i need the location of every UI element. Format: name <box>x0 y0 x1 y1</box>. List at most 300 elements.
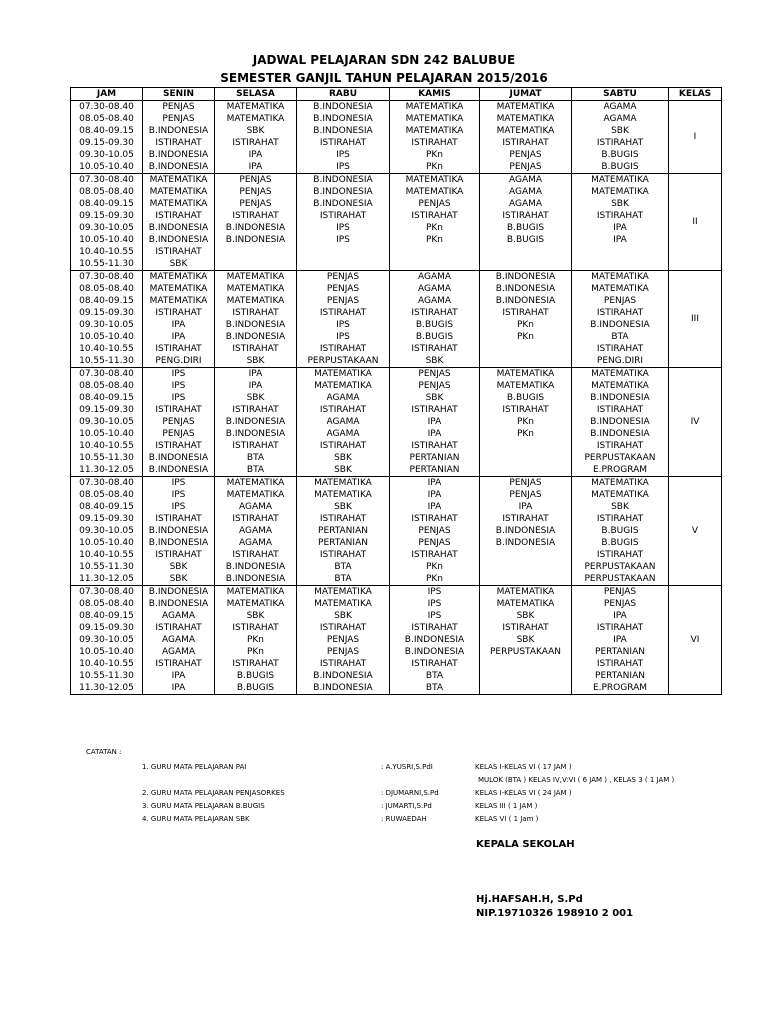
subject-cell-kamis: AGAMA <box>390 271 480 284</box>
subject-cell-kamis: PKn <box>390 149 480 161</box>
table-row <box>71 452 722 464</box>
subject-cell-jumat: PKn <box>480 331 572 343</box>
table-row <box>71 501 722 513</box>
table-row <box>71 428 722 440</box>
subject-cell-rabu: ISTIRAHAT <box>297 440 390 452</box>
table-row <box>71 380 722 392</box>
subject-cell-selasa: ISTIRAHAT <box>215 343 297 355</box>
subject-cell-rabu: SBK <box>297 464 390 477</box>
subject-cell-senin: PENG.DIRI <box>143 355 215 368</box>
subject-cell-kamis: IPS <box>390 610 480 622</box>
subject-cell-kamis <box>390 258 480 271</box>
subject-cell-selasa: ISTIRAHAT <box>215 137 297 149</box>
subject-cell-jumat <box>480 355 572 368</box>
table-row <box>71 113 722 125</box>
kelas-cell: V <box>669 477 722 586</box>
note-name: : JUMARTI,S.Pd <box>381 802 432 810</box>
subject-cell-sabtu: ISTIRAHAT <box>572 440 669 452</box>
subject-cell-selasa: MATEMATIKA <box>215 271 297 284</box>
subject-cell-rabu: MATEMATIKA <box>297 598 390 610</box>
subject-cell-sabtu: B.BUGIS <box>572 537 669 549</box>
subject-cell-selasa: B.INDONESIA <box>215 416 297 428</box>
subject-cell-jumat <box>480 464 572 477</box>
subject-cell-rabu: PENJAS <box>297 283 390 295</box>
header-jumat: JUMAT <box>480 88 572 101</box>
subject-cell-senin: ISTIRAHAT <box>143 513 215 525</box>
schedule-table <box>70 87 722 695</box>
subject-cell-kamis: B.INDONESIA <box>390 646 480 658</box>
subject-cell-sabtu: IPA <box>572 222 669 234</box>
note-detail: KELAS III ( 1 JAM ) <box>475 802 538 810</box>
subject-cell-jumat: PKn <box>480 416 572 428</box>
subject-cell-sabtu: BTA <box>572 331 669 343</box>
subject-cell-sabtu: B.INDONESIA <box>572 319 669 331</box>
subject-cell-kamis: MATEMATIKA <box>390 101 480 114</box>
subject-cell-jumat: SBK <box>480 610 572 622</box>
subject-cell-jumat: ISTIRAHAT <box>480 404 572 416</box>
header-jam: JAM <box>71 88 143 101</box>
table-row <box>71 464 722 477</box>
header-kamis: KAMIS <box>390 88 480 101</box>
subject-cell-kamis: ISTIRAHAT <box>390 307 480 319</box>
subject-cell-senin: AGAMA <box>143 634 215 646</box>
subject-cell-senin: IPS <box>143 489 215 501</box>
subject-cell-selasa <box>215 258 297 271</box>
table-row <box>71 634 722 646</box>
time-cell: 10.55-11.30 <box>71 452 143 464</box>
subject-cell-selasa: B.INDONESIA <box>215 428 297 440</box>
subject-cell-kamis: PENJAS <box>390 525 480 537</box>
subject-cell-senin: ISTIRAHAT <box>143 622 215 634</box>
table-row <box>71 186 722 198</box>
subject-cell-jumat <box>480 246 572 258</box>
subject-cell-jumat: ISTIRAHAT <box>480 210 572 222</box>
subject-cell-selasa: ISTIRAHAT <box>215 658 297 670</box>
subject-cell-rabu: IPS <box>297 222 390 234</box>
subject-cell-selasa: B.INDONESIA <box>215 573 297 586</box>
subject-cell-selasa: MATEMATIKA <box>215 283 297 295</box>
subject-cell-selasa: ISTIRAHAT <box>215 307 297 319</box>
subject-cell-kamis: MATEMATIKA <box>390 113 480 125</box>
subject-cell-rabu: IPS <box>297 149 390 161</box>
subject-cell-kamis: B.INDONESIA <box>390 634 480 646</box>
subject-cell-selasa: BTA <box>215 452 297 464</box>
header-selasa: SELASA <box>215 88 297 101</box>
time-cell: 08.05-08.40 <box>71 283 143 295</box>
kelas-cell: VI <box>669 586 722 695</box>
subject-cell-selasa: MATEMATIKA <box>215 489 297 501</box>
subject-cell-selasa: ISTIRAHAT <box>215 210 297 222</box>
subject-cell-kamis: PKn <box>390 561 480 573</box>
subject-cell-jumat: PENJAS <box>480 477 572 490</box>
time-cell: 08.40-09.15 <box>71 501 143 513</box>
table-row <box>71 222 722 234</box>
time-cell: 10.55-11.30 <box>71 670 143 682</box>
subject-cell-kamis: IPA <box>390 501 480 513</box>
subject-cell-senin: SBK <box>143 258 215 271</box>
time-cell: 10.40-10.55 <box>71 440 143 452</box>
subject-cell-selasa: ISTIRAHAT <box>215 404 297 416</box>
subject-cell-sabtu: E.PROGRAM <box>572 682 669 695</box>
table-row <box>71 598 722 610</box>
time-cell: 08.40-09.15 <box>71 610 143 622</box>
subject-cell-jumat: B.INDONESIA <box>480 271 572 284</box>
time-cell: 10.55-11.30 <box>71 355 143 368</box>
time-cell: 09.15-09.30 <box>71 307 143 319</box>
time-cell: 10.05-10.40 <box>71 537 143 549</box>
subject-cell-jumat <box>480 549 572 561</box>
subject-cell-sabtu: ISTIRAHAT <box>572 622 669 634</box>
time-cell: 08.40-09.15 <box>71 295 143 307</box>
subject-cell-selasa: B.INDONESIA <box>215 331 297 343</box>
header-sabtu: SABTU <box>572 88 669 101</box>
table-row <box>71 404 722 416</box>
note-name: : RUWAEDAH <box>381 815 427 823</box>
subject-cell-sabtu: MATEMATIKA <box>572 174 669 187</box>
subject-cell-rabu: ISTIRAHAT <box>297 622 390 634</box>
kelas-cell: II <box>669 174 722 271</box>
table-row <box>71 682 722 695</box>
subject-cell-rabu: PENJAS <box>297 271 390 284</box>
table-row <box>71 137 722 149</box>
time-cell: 10.55-11.30 <box>71 258 143 271</box>
subject-cell-sabtu: ISTIRAHAT <box>572 210 669 222</box>
time-cell: 10.40-10.55 <box>71 343 143 355</box>
subject-cell-selasa: MATEMATIKA <box>215 113 297 125</box>
subject-cell-senin: ISTIRAHAT <box>143 549 215 561</box>
subject-cell-sabtu: B.BUGIS <box>572 149 669 161</box>
subject-cell-rabu: PERPUSTAKAAN <box>297 355 390 368</box>
signature-nip: NIP.19710326 198910 2 001 <box>476 908 634 919</box>
time-cell: 10.05-10.40 <box>71 331 143 343</box>
time-cell: 10.40-10.55 <box>71 658 143 670</box>
subject-cell-rabu <box>297 246 390 258</box>
subject-cell-senin: IPA <box>143 682 215 695</box>
subject-cell-sabtu: B.INDONESIA <box>572 428 669 440</box>
subject-cell-jumat: B.INDONESIA <box>480 295 572 307</box>
subject-cell-sabtu: PENJAS <box>572 586 669 599</box>
kelas-cell: III <box>669 271 722 368</box>
subject-cell-senin: AGAMA <box>143 610 215 622</box>
table-row <box>71 234 722 246</box>
time-cell: 09.15-09.30 <box>71 210 143 222</box>
subject-cell-rabu: ISTIRAHAT <box>297 137 390 149</box>
subject-cell-sabtu: PERTANIAN <box>572 646 669 658</box>
subject-cell-selasa: SBK <box>215 355 297 368</box>
table-row <box>71 355 722 368</box>
subject-cell-sabtu: MATEMATIKA <box>572 380 669 392</box>
subject-cell-kamis <box>390 246 480 258</box>
subject-cell-kamis: ISTIRAHAT <box>390 210 480 222</box>
subject-cell-selasa: MATEMATIKA <box>215 598 297 610</box>
subject-cell-selasa: IPA <box>215 161 297 174</box>
subject-cell-jumat: MATEMATIKA <box>480 368 572 381</box>
subject-cell-senin: B.INDONESIA <box>143 464 215 477</box>
table-row <box>71 319 722 331</box>
subject-cell-kamis: AGAMA <box>390 283 480 295</box>
subject-cell-senin: ISTIRAHAT <box>143 210 215 222</box>
subject-cell-senin: ISTIRAHAT <box>143 307 215 319</box>
subject-cell-rabu: SBK <box>297 452 390 464</box>
subject-cell-jumat: B.INDONESIA <box>480 525 572 537</box>
time-cell: 11.30-12.05 <box>71 464 143 477</box>
subject-cell-jumat: MATEMATIKA <box>480 101 572 114</box>
table-row <box>71 416 722 428</box>
subject-cell-selasa: PKn <box>215 634 297 646</box>
subject-cell-sabtu: MATEMATIKA <box>572 283 669 295</box>
subject-cell-kamis: PENJAS <box>390 198 480 210</box>
subject-cell-rabu: BTA <box>297 573 390 586</box>
subject-cell-kamis: PERTANIAN <box>390 464 480 477</box>
subject-cell-sabtu: B.BUGIS <box>572 161 669 174</box>
time-cell: 11.30-12.05 <box>71 682 143 695</box>
subject-cell-rabu: PERTANIAN <box>297 537 390 549</box>
kelas-cell: I <box>669 101 722 174</box>
subject-cell-rabu: ISTIRAHAT <box>297 343 390 355</box>
table-row <box>71 573 722 586</box>
time-cell: 10.05-10.40 <box>71 646 143 658</box>
time-cell: 07.30-08.40 <box>71 477 143 490</box>
table-row <box>71 489 722 501</box>
subject-cell-rabu: AGAMA <box>297 416 390 428</box>
subject-cell-senin: IPA <box>143 670 215 682</box>
subject-cell-senin: B.INDONESIA <box>143 222 215 234</box>
subject-cell-kamis: MATEMATIKA <box>390 125 480 137</box>
subject-cell-jumat: MATEMATIKA <box>480 380 572 392</box>
subject-cell-rabu: ISTIRAHAT <box>297 513 390 525</box>
subject-cell-selasa: B.INDONESIA <box>215 222 297 234</box>
subject-cell-sabtu: AGAMA <box>572 113 669 125</box>
subject-cell-rabu: MATEMATIKA <box>297 368 390 381</box>
subject-cell-jumat: PERPUSTAKAAN <box>480 646 572 658</box>
subject-cell-kamis: PENJAS <box>390 368 480 381</box>
header-row <box>71 88 722 101</box>
subject-cell-senin: PENJAS <box>143 416 215 428</box>
table-row <box>71 161 722 174</box>
subject-cell-rabu: AGAMA <box>297 392 390 404</box>
subject-cell-rabu: MATEMATIKA <box>297 477 390 490</box>
subject-cell-rabu: IPS <box>297 161 390 174</box>
table-row <box>71 174 722 187</box>
subject-cell-jumat: MATEMATIKA <box>480 113 572 125</box>
time-cell: 10.55-11.30 <box>71 561 143 573</box>
subject-cell-selasa: MATEMATIKA <box>215 101 297 114</box>
subject-cell-rabu: SBK <box>297 501 390 513</box>
subject-cell-kamis: ISTIRAHAT <box>390 513 480 525</box>
subject-cell-jumat: PENJAS <box>480 161 572 174</box>
time-cell: 07.30-08.40 <box>71 368 143 381</box>
table-row <box>71 513 722 525</box>
time-cell: 08.05-08.40 <box>71 489 143 501</box>
subject-cell-rabu: IPS <box>297 331 390 343</box>
subject-cell-rabu: PENJAS <box>297 295 390 307</box>
subject-cell-sabtu: E.PROGRAM <box>572 464 669 477</box>
time-cell: 10.05-10.40 <box>71 234 143 246</box>
table-row <box>71 525 722 537</box>
time-cell: 09.15-09.30 <box>71 137 143 149</box>
subject-cell-senin: ISTIRAHAT <box>143 137 215 149</box>
subject-cell-kamis: ISTIRAHAT <box>390 404 480 416</box>
subject-cell-rabu: B.INDONESIA <box>297 125 390 137</box>
table-row <box>71 198 722 210</box>
subject-cell-kamis: ISTIRAHAT <box>390 137 480 149</box>
table-row <box>71 610 722 622</box>
subject-cell-jumat <box>480 682 572 695</box>
subject-cell-kamis: IPS <box>390 598 480 610</box>
subject-cell-senin: B.INDONESIA <box>143 234 215 246</box>
note-teacher: 2. GURU MATA PELAJARAN PENJASORKES <box>142 789 285 797</box>
note-detail: KELAS I-KELAS VI ( 17 JAM ) <box>475 763 572 771</box>
subject-cell-senin: AGAMA <box>143 646 215 658</box>
subject-cell-kamis: PKn <box>390 234 480 246</box>
subject-cell-jumat: SBK <box>480 634 572 646</box>
subject-cell-sabtu: PERTANIAN <box>572 670 669 682</box>
subject-cell-senin: MATEMATIKA <box>143 295 215 307</box>
subject-cell-rabu: ISTIRAHAT <box>297 658 390 670</box>
table-row <box>71 246 722 258</box>
subject-cell-sabtu: IPA <box>572 634 669 646</box>
subject-cell-rabu: B.INDONESIA <box>297 113 390 125</box>
subject-cell-kamis: SBK <box>390 392 480 404</box>
subject-cell-selasa: B.BUGIS <box>215 670 297 682</box>
subject-cell-senin: SBK <box>143 561 215 573</box>
subject-cell-rabu: ISTIRAHAT <box>297 210 390 222</box>
table-row <box>71 646 722 658</box>
subject-cell-selasa: PENJAS <box>215 186 297 198</box>
subject-cell-jumat: PENJAS <box>480 149 572 161</box>
subject-cell-rabu: B.INDONESIA <box>297 174 390 187</box>
subject-cell-jumat: PKn <box>480 319 572 331</box>
subject-cell-jumat: B.INDONESIA <box>480 537 572 549</box>
time-cell: 07.30-08.40 <box>71 174 143 187</box>
subject-cell-sabtu: B.BUGIS <box>572 525 669 537</box>
subject-cell-jumat: MATEMATIKA <box>480 598 572 610</box>
subject-cell-senin: IPS <box>143 368 215 381</box>
table-row <box>71 549 722 561</box>
time-cell: 09.15-09.30 <box>71 404 143 416</box>
subject-cell-senin: B.INDONESIA <box>143 586 215 599</box>
note-teacher: 3. GURU MATA PELAJARAN B.BUGIS <box>142 802 265 810</box>
subject-cell-kamis: B.BUGIS <box>390 319 480 331</box>
subject-cell-jumat <box>480 440 572 452</box>
subject-cell-jumat: B.BUGIS <box>480 392 572 404</box>
time-cell: 09.15-09.30 <box>71 513 143 525</box>
subject-cell-senin: IPA <box>143 319 215 331</box>
subject-cell-kamis: AGAMA <box>390 295 480 307</box>
subject-cell-rabu: MATEMATIKA <box>297 380 390 392</box>
subject-cell-sabtu: MATEMATIKA <box>572 368 669 381</box>
subject-cell-sabtu: MATEMATIKA <box>572 271 669 284</box>
subject-cell-selasa: B.INDONESIA <box>215 234 297 246</box>
subject-cell-jumat: PENJAS <box>480 489 572 501</box>
time-cell: 08.05-08.40 <box>71 186 143 198</box>
subject-cell-selasa: AGAMA <box>215 525 297 537</box>
table-row <box>71 477 722 490</box>
subject-cell-selasa: SBK <box>215 610 297 622</box>
subject-cell-senin: ISTIRAHAT <box>143 246 215 258</box>
subject-cell-selasa: BTA <box>215 464 297 477</box>
subject-cell-jumat: IPA <box>480 501 572 513</box>
subject-cell-selasa: PENJAS <box>215 174 297 187</box>
subject-cell-selasa: ISTIRAHAT <box>215 622 297 634</box>
table-row <box>71 295 722 307</box>
subject-cell-kamis: PENJAS <box>390 380 480 392</box>
table-row <box>71 343 722 355</box>
table-row <box>71 210 722 222</box>
subject-cell-rabu: B.INDONESIA <box>297 670 390 682</box>
subject-cell-selasa: IPA <box>215 149 297 161</box>
subject-cell-selasa <box>215 246 297 258</box>
subject-cell-rabu: ISTIRAHAT <box>297 549 390 561</box>
time-cell: 09.15-09.30 <box>71 622 143 634</box>
subject-cell-jumat <box>480 452 572 464</box>
subject-cell-senin: B.INDONESIA <box>143 125 215 137</box>
subject-cell-sabtu: B.INDONESIA <box>572 392 669 404</box>
subject-cell-kamis: ISTIRAHAT <box>390 549 480 561</box>
subject-cell-sabtu: IPA <box>572 610 669 622</box>
table-row <box>71 392 722 404</box>
subject-cell-jumat: B.BUGIS <box>480 222 572 234</box>
subject-cell-sabtu: MATEMATIKA <box>572 489 669 501</box>
subject-cell-senin: ISTIRAHAT <box>143 343 215 355</box>
subject-cell-sabtu: PENJAS <box>572 598 669 610</box>
time-cell: 10.05-10.40 <box>71 161 143 174</box>
note-teacher: 1. GURU MATA PELAJARAN PAI <box>142 763 247 771</box>
table-row <box>71 101 722 114</box>
subject-cell-jumat: ISTIRAHAT <box>480 137 572 149</box>
table-row <box>71 368 722 381</box>
time-cell: 08.05-08.40 <box>71 113 143 125</box>
subject-cell-selasa: ISTIRAHAT <box>215 440 297 452</box>
subject-cell-kamis: IPA <box>390 489 480 501</box>
subject-cell-senin: B.INDONESIA <box>143 161 215 174</box>
time-cell: 09.30-10.05 <box>71 319 143 331</box>
subject-cell-senin: ISTIRAHAT <box>143 658 215 670</box>
table-row <box>71 149 722 161</box>
subject-cell-sabtu <box>572 258 669 271</box>
subject-cell-senin: B.INDONESIA <box>143 537 215 549</box>
note-name: : DJUMARNI,S.Pd <box>381 789 439 797</box>
table-row <box>71 283 722 295</box>
time-cell: 09.30-10.05 <box>71 634 143 646</box>
subject-cell-jumat <box>480 670 572 682</box>
table-row <box>71 670 722 682</box>
subject-cell-senin: PENJAS <box>143 101 215 114</box>
time-cell: 09.30-10.05 <box>71 416 143 428</box>
notes-heading: CATATAN : <box>86 748 122 756</box>
subject-cell-jumat <box>480 258 572 271</box>
time-cell: 07.30-08.40 <box>71 586 143 599</box>
subject-cell-rabu: PERTANIAN <box>297 525 390 537</box>
subject-cell-senin: SBK <box>143 573 215 586</box>
subject-cell-senin: B.INDONESIA <box>143 452 215 464</box>
subject-cell-jumat <box>480 573 572 586</box>
subject-cell-sabtu: ISTIRAHAT <box>572 307 669 319</box>
subject-cell-senin: IPS <box>143 392 215 404</box>
subject-cell-selasa: PENJAS <box>215 198 297 210</box>
subject-cell-jumat <box>480 658 572 670</box>
header-rabu: RABU <box>297 88 390 101</box>
time-cell: 10.40-10.55 <box>71 246 143 258</box>
subject-cell-sabtu: IPA <box>572 234 669 246</box>
time-cell: 07.30-08.40 <box>71 271 143 284</box>
subject-cell-selasa: ISTIRAHAT <box>215 549 297 561</box>
table-row <box>71 125 722 137</box>
document-title: JADWAL PELAJARAN SDN 242 BALUBUE <box>252 53 516 67</box>
document-subtitle: SEMESTER GANJIL TAHUN PELAJARAN 2015/2016 <box>220 71 548 85</box>
time-cell: 09.30-10.05 <box>71 525 143 537</box>
subject-cell-kamis: IPA <box>390 416 480 428</box>
